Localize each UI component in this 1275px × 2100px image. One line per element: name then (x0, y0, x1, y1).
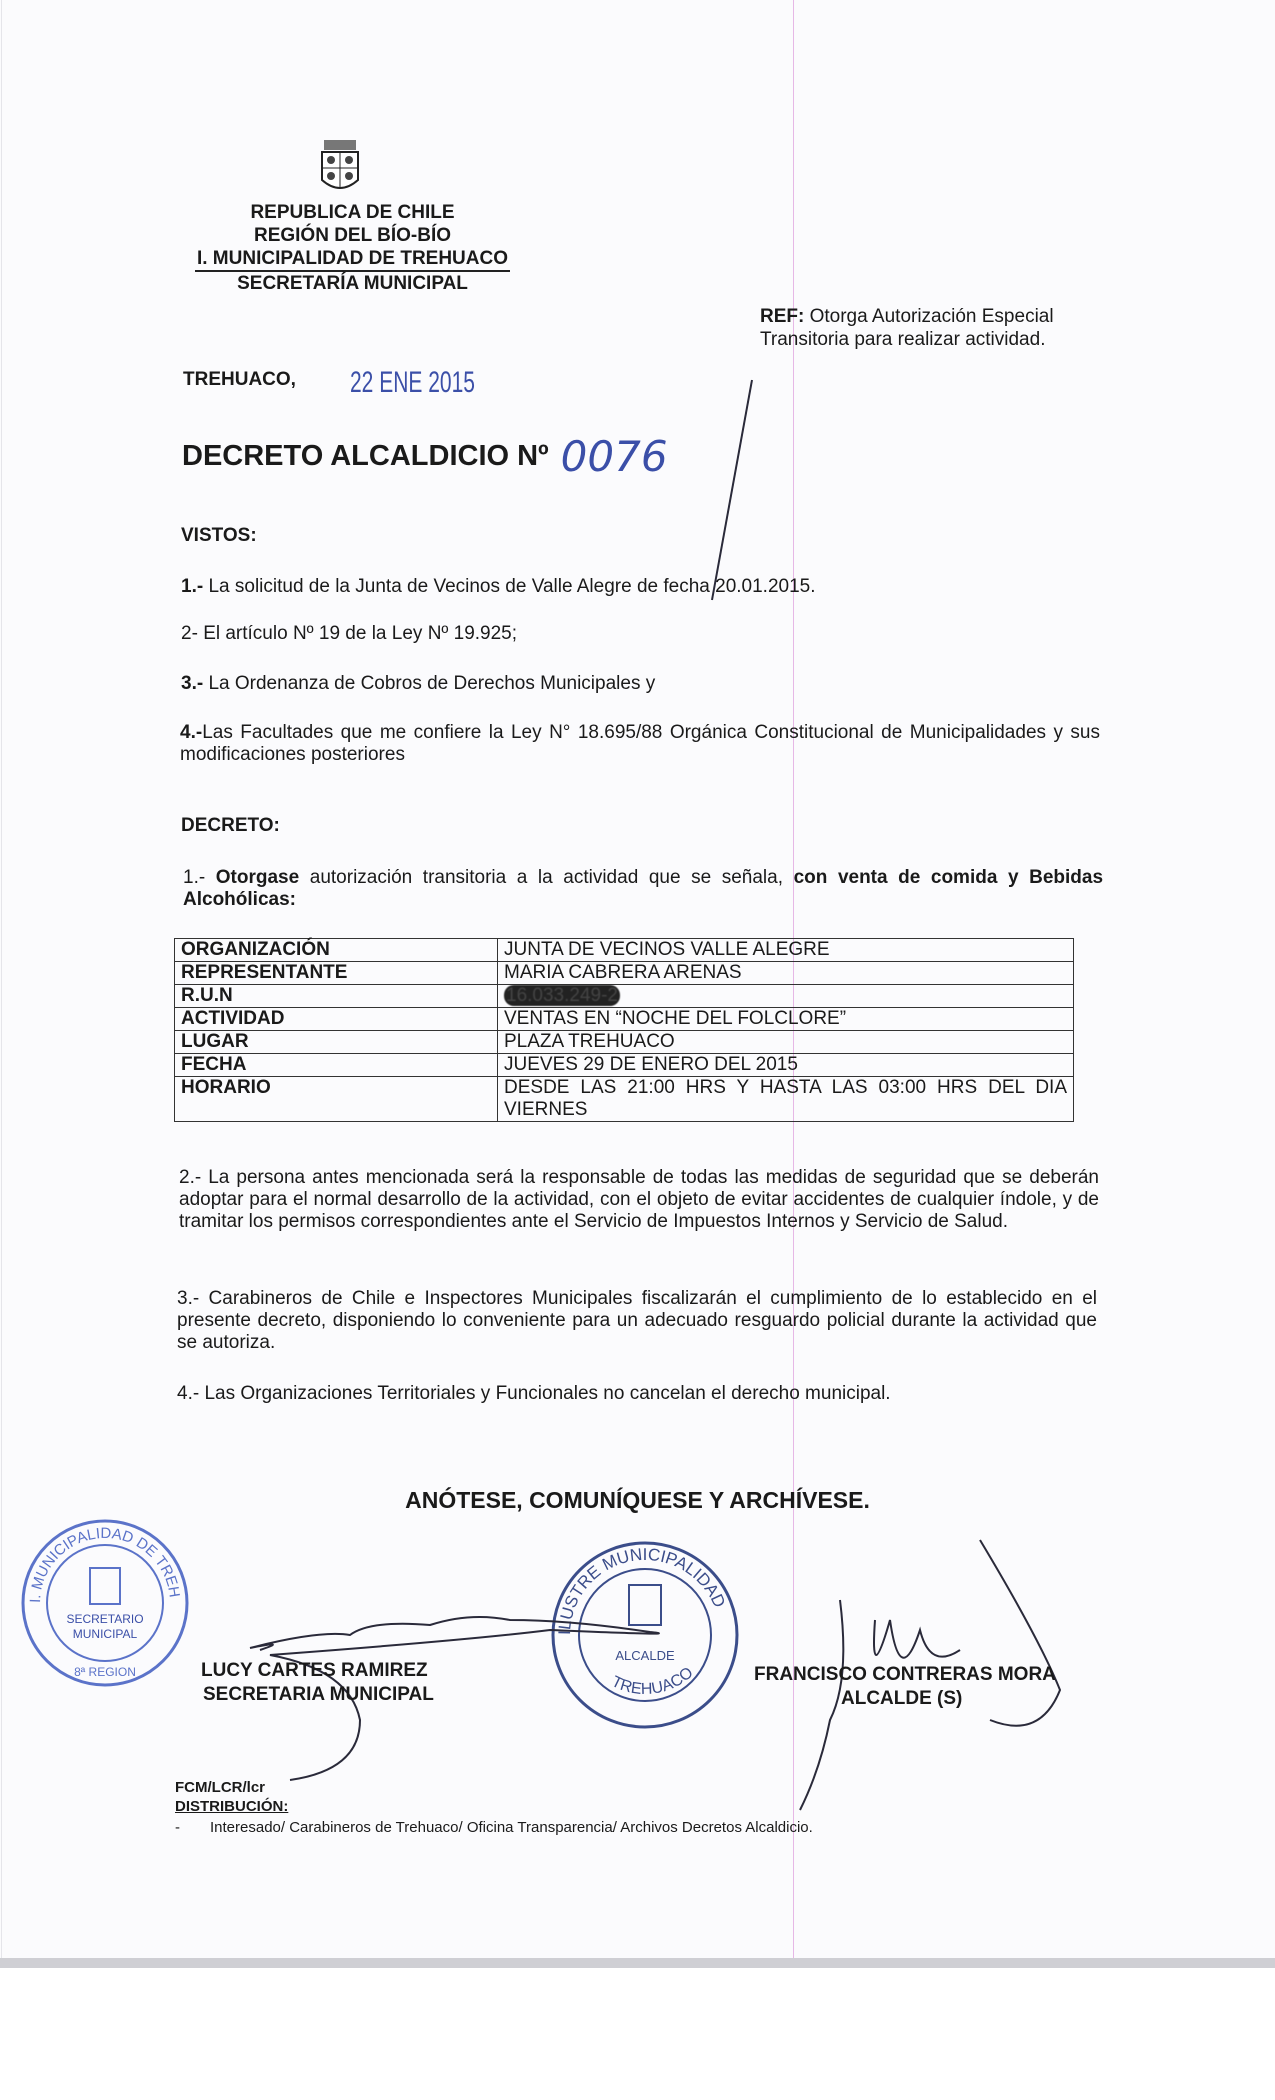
reference (760, 305, 1130, 351)
table-row (175, 939, 1074, 962)
svg-text:ALCALDE: ALCALDE (615, 1648, 675, 1663)
ref-line1: Otorga Autorización Especial (809, 306, 1054, 327)
table-key: LUGAR (175, 1031, 498, 1054)
decreto-paragraph-2: 2.- La persona antes mencionada será la responsable de todas las medidas de seguridad que se deberán adoptar para el normal desarrollo de la actividad, con el objeto de evitar accidentes de cualquier índole, y de tramitar los permisos correspondientes ante el Servicio de Impuestos Internos y Servicio de Salud. (179, 1167, 1099, 1232)
table-value: JUEVES 29 DE ENERO DEL 2015 (498, 1054, 1074, 1077)
letterhead-line: I. MUNICIPALIDAD DE TREHUACO (195, 247, 510, 272)
decree-title-row (182, 432, 668, 481)
decree-number: 0076 (560, 432, 668, 481)
svg-text:SECRETARIO: SECRETARIO (66, 1612, 144, 1626)
letterhead-line: SECRETARÍA MUNICIPAL (237, 273, 468, 294)
decreto-paragraph-1: 1.- Otorgase autorización transitoria a la actividad que se señala, con venta de comida y Bebidas Alcohólicas: (183, 867, 1104, 910)
table-key: ACTIVIDAD (175, 1008, 498, 1031)
letterhead-line: REGIÓN DEL BÍO-BÍO (253, 225, 452, 246)
table-value: JUNTA DE VECINOS VALLE ALEGRE (498, 939, 1074, 962)
vistos-item: 2- El artículo Nº 19 de la Ley Nº 19.925; (181, 623, 518, 644)
redacted-run: 16.033.249-2 (506, 985, 618, 1006)
table-key: HORARIO (175, 1077, 498, 1122)
date-stamp: 22 ENE 2015 (350, 366, 475, 399)
table-key: REPRESENTANTE (175, 962, 498, 985)
scan-edge (1, 0, 2, 1958)
table-key: ORGANIZACIÓN (175, 939, 498, 962)
vistos-heading: VISTOS: (181, 525, 257, 546)
table-key: FECHA (175, 1054, 498, 1077)
svg-text:I. MUNICIPALIDAD DE TREHUACO: I. MUNICIPALIDAD DE TREHUACO (14, 1505, 183, 1604)
ref-label: REF: (760, 306, 805, 327)
table-row (175, 1031, 1074, 1054)
ref-line2: Transitoria para realizar actividad. (760, 329, 1046, 350)
secretary-role: SECRETARIA MUNICIPAL (203, 1684, 434, 1705)
closing-formula: ANÓTESE, COMUNÍQUESE Y ARCHÍVESE. (405, 1487, 870, 1513)
mayor-name: FRANCISCO CONTRERAS MORA (754, 1664, 1056, 1685)
table-value: MARIA CABRERA ARENAS (498, 962, 1074, 985)
place: TREHUACO, (183, 369, 296, 390)
decreto-paragraph-4: 4.- Las Organizaciones Territoriales y Funcionales no cancelan el derecho municipal. (177, 1383, 891, 1404)
table-value: PLAZA TREHUACO (498, 1031, 1074, 1054)
table-value: DESDE LAS 21:00 HRS Y HASTA LAS 03:00 HRS DEL DIA VIERNES (498, 1077, 1074, 1122)
table-key: R.U.N (175, 985, 498, 1008)
decreto-paragraph-3: 3.- Carabineros de Chile e Inspectores Municipales fiscalizarán el cumplimiento de lo establecido en el presente decreto, disponiendo lo conveniente para un adecuado resguardo policial durante la actividad que se autoriza. (177, 1288, 1097, 1353)
secretary-name: LUCY CARTES RAMIREZ (201, 1660, 428, 1681)
vistos-item: 3.- La Ordenanza de Cobros de Derechos Municipales y (181, 673, 656, 694)
pen-stroke (700, 375, 760, 605)
table-row (175, 985, 1074, 1008)
coat-of-arms-icon (318, 140, 362, 196)
initials: FCM/LCR/lcr (175, 1779, 265, 1796)
decree-title: DECRETO ALCALDICIO Nº (182, 440, 549, 472)
vistos-item: 4.-Las Facultades que me confiere la Ley N° 18.695/88 Orgánica Constitucional de Municipalidades y sus modificaciones posteriores (180, 722, 1100, 765)
svg-text:TREHUACO: TREHUACO (608, 1664, 697, 1699)
letterhead (180, 201, 525, 295)
svg-text:8ª REGION: 8ª REGION (74, 1665, 136, 1679)
decreto-heading: DECRETO: (181, 815, 280, 836)
svg-text:MUNICIPAL: MUNICIPAL (72, 1627, 138, 1641)
table-value: VENTAS EN “NOCHE DEL FOLCLORE” (498, 1008, 1074, 1031)
letterhead-line: REPUBLICA DE CHILE (250, 202, 455, 223)
table-row (175, 1008, 1074, 1031)
svg-text:ILUSTRE MUNICIPALIDAD: ILUSTRE MUNICIPALIDAD (554, 1544, 730, 1636)
vistos-item: 1.- La solicitud de la Junta de Vecinos de Valle Alegre de fecha 20.01.2015. (181, 576, 816, 597)
table-value (498, 985, 1074, 1008)
distribution-label: DISTRIBUCIÓN: (175, 1798, 289, 1815)
mayor-role: ALCALDE (S) (841, 1688, 963, 1709)
secretary-stamp (14, 1505, 190, 1688)
activity-table (174, 938, 1074, 1122)
distribution-list: - Interesado/ Carabineros de Trehuaco/ Oficina Transparencia/ Archivos Decretos Alcaldicio. (175, 1819, 813, 1836)
table-row (175, 1077, 1074, 1122)
table-row (175, 962, 1074, 985)
table-row (175, 1054, 1074, 1077)
